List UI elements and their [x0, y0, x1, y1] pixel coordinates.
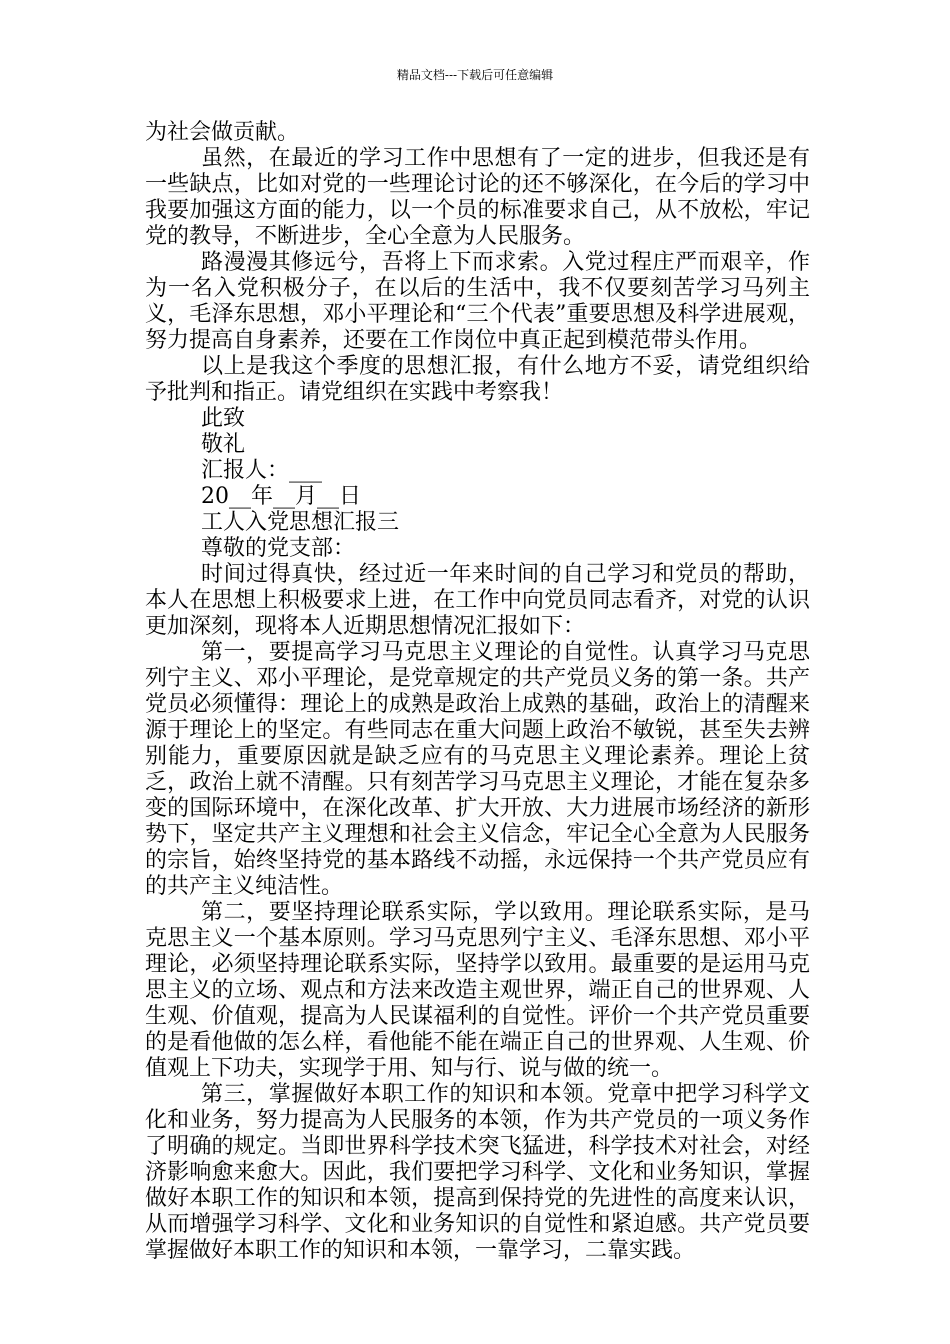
paragraph-3: 路漫漫其修远兮，吾将上下而求索。入党过程庄严而艰辛，作为一名入党积极分子，在以后的生活中，我不仅要刻苦学习马列主义，毛泽东思想，邓小平理论和“三个代表”重要思想及科学进展观，努力提高自身素养，还要在工作岗位中真正起到模范带头作用。 [145, 250, 810, 353]
paragraph-point-1: 第一，要提高学习马克思主义理论的自觉性。认真学习马克思列宁主义、邓小平理论，是党章规定的共产党员义务的第一条。共产党员必须懂得：理论上的成熟是政治上成熟的基础，政治上的清醒来源于理论上的坚定。有些同志在重大问题上政治不敏锐，甚至失去辨别能力，重要原因就是缺乏应有的马克思主义理论素养。理论上贫乏，政治上就不清醒。只有刻苦学习马克思主义理论，才能在复杂多变的国际环境中，在深化改革、扩大开放、大力进展市场经济的新形势下，坚定共产主义理想和社会主义信念，牢记全心全意为人民服务的宗旨，始终坚持党的基本路线不动摇，永远保持一个共产党员应有的共产主义纯洁性。 [145, 640, 810, 899]
salutation-cizhi: 此致 [201, 406, 246, 431]
paragraph-point-2: 第二，要坚持理论联系实际，学以致用。理论联系实际，是马克思主义一个基本原则。学习马克思列宁主义、毛泽东思想、邓小平理论，必须坚持理论联系实际，坚持学以致用。最重要的是运用马克思主义的立场、观点和方法来改造主观世界，端正自己的世界观、人生观、价值观，提高为人民谋福利的自觉性。评价一个共产党员重要的是看他做的怎么样，看他能不能在端正自己的世界观、人生观、价值观上下功夫，实现学于用、知与行、说与做的统一。 [145, 900, 810, 1081]
section-title: 工人入党思想汇报三 [201, 510, 400, 535]
greeting: 尊敬的党支部： [201, 536, 356, 561]
document-body [145, 120, 810, 1264]
paragraph-1: 为社会做贡献。 [145, 120, 300, 145]
paragraph-2: 虽然，在最近的学习工作中思想有了一定的进步，但我还是有一些缺点，比如对党的一些理论讨论的还不够深化，在今后的学习中我要加强这方面的能力，以一个员的标准要求自己，从不放松，牢记党的教导，不断进步，全心全意为人民服务。 [145, 146, 810, 249]
page-header: 精品文档---下载后可任意编辑 [396, 68, 554, 82]
paragraph-point-3: 第三，掌握做好本职工作的知识和本领。党章中把学习科学文化和业务，努力提高为人民服务的本领，作为共产党员的一项义务作了明确的规定。当即世界科学技术突飞猛进，科学技术对社会，对经济影响愈来愈大。因此，我们要把学习科学、文化和业务知识，掌握做好本职工作的知识和本领，提高到保持党的先进性的高度来认识，从而增强学习科学、文化和业务知识的自觉性和紧迫感。共产党员要掌握做好本职工作的知识和本领，一靠学习，二靠实践。 [145, 1082, 810, 1263]
date-line: 20__年__月__日 [201, 484, 361, 509]
salutation-jingli: 敬礼 [201, 432, 246, 457]
paragraph-intro: 时间过得真快，经过近一年来时间的自己学习和党员的帮助，本人在思想上积极要求上进，在工作中向党员同志看齐，对党的认识更加深刻，现将本人近期思想情况汇报如下： [145, 562, 810, 639]
paragraph-4: 以上是我这个季度的思想汇报，有什么地方不妥，请党组织给予批判和指正。请党组织在实践中考察我！ [145, 354, 810, 405]
reporter-line: 汇报人：___ [201, 458, 323, 483]
